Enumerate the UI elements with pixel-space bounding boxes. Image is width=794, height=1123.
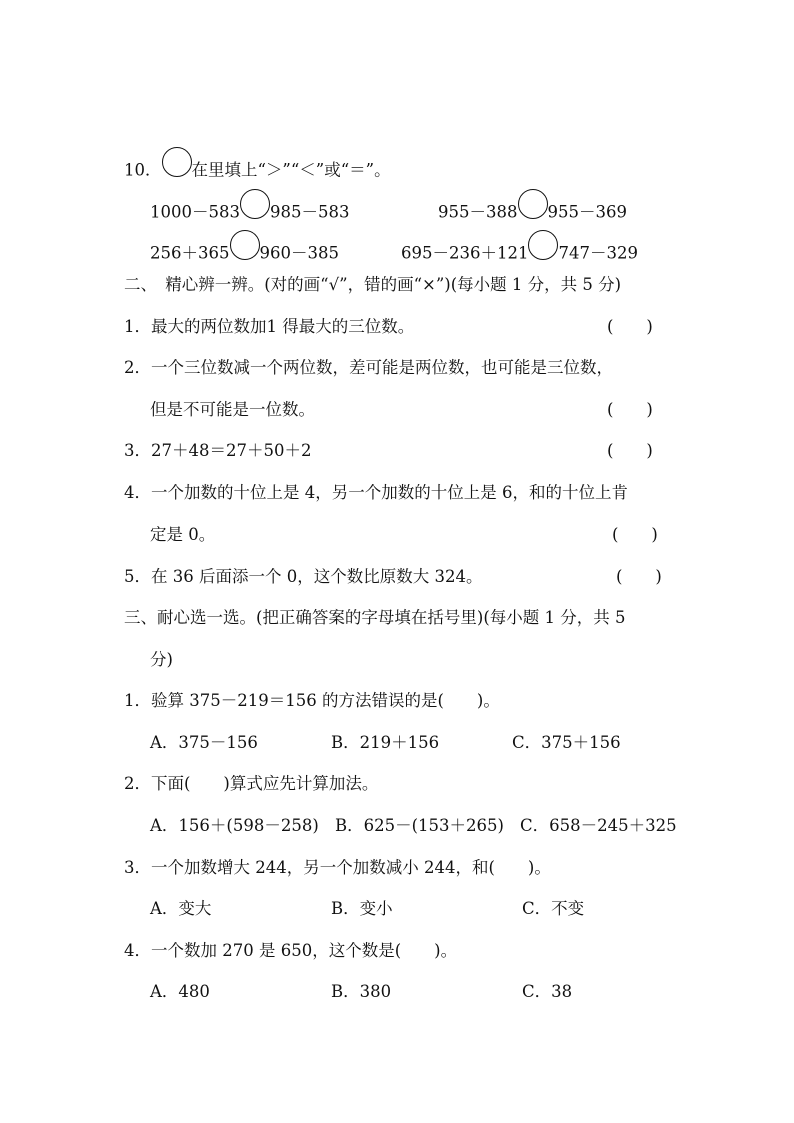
item-number: 1．: [124, 317, 151, 336]
judge-item-4: [124, 482, 628, 504]
answer-paren[interactable]: ( ): [612, 525, 658, 544]
answer-circle[interactable]: [162, 147, 192, 177]
judge-item-1: [124, 316, 414, 338]
item-number: 4．: [124, 483, 151, 502]
choice-question-3: [124, 857, 551, 879]
expression: 955－369: [547, 202, 627, 222]
expression: 960－385: [259, 243, 339, 263]
option-c[interactable]: C．658－245＋325: [520, 816, 677, 835]
answer-paren[interactable]: ( ): [616, 567, 662, 586]
answer-circle[interactable]: [528, 230, 558, 260]
option-a[interactable]: A．480: [150, 982, 210, 1001]
item-number: 2．: [124, 774, 151, 793]
question-text: 一个加数增大 244，另一个加数减小 244，和( )。: [151, 858, 551, 877]
option-a[interactable]: A．变大: [150, 899, 212, 918]
option-b[interactable]: B．219＋156: [331, 733, 440, 752]
option-b[interactable]: B．380: [331, 982, 392, 1001]
item-number: 4．: [124, 941, 151, 960]
item-number: 1．: [124, 691, 151, 710]
judge-item-5: [124, 566, 482, 588]
judge-item-3: [124, 440, 311, 462]
item-text: 一个加数的十位上是 4，另一个加数的十位上是 6，和的十位上肯: [151, 483, 628, 502]
choice-question-4: [124, 940, 457, 962]
section3-heading-cont: 分): [150, 650, 173, 669]
answer-paren[interactable]: ( ): [607, 400, 653, 419]
judge-item-2-cont: 但是不可能是一位数。: [150, 400, 315, 419]
expression: 985－583: [270, 202, 350, 222]
item-text: 最大的两位数加1 得最大的三位数。: [151, 317, 415, 336]
expression: 695－236＋121: [401, 243, 529, 263]
judge-item-2: [124, 357, 613, 379]
item-number: 2．: [124, 358, 151, 377]
item-text: 一个三位数减一个两位数，差可能是两位数，也可能是三位数，: [151, 358, 613, 377]
option-c[interactable]: C．38: [522, 982, 573, 1001]
expression: 955－388: [438, 202, 518, 222]
item-number: 3．: [124, 858, 151, 877]
question-text: 验算 375－219＝156 的方法错误的是( )。: [151, 691, 500, 710]
expression: 747－329: [558, 243, 638, 263]
option-a[interactable]: A．375－156: [150, 733, 258, 752]
item-number: 3．: [124, 441, 151, 460]
q10-row1-left: [150, 198, 350, 228]
expression: 1000－583: [150, 202, 240, 222]
q10-row2-right: [401, 239, 638, 269]
item-number: 5．: [124, 567, 151, 586]
option-b[interactable]: B．625－(153＋265): [335, 816, 504, 835]
q10-instruction: 在里填上“＞”“＜”或“＝”。: [191, 160, 391, 180]
q10-row2-left: [150, 239, 339, 269]
answer-circle[interactable]: [240, 189, 270, 219]
question-text: 下面( )算式应先计算加法。: [151, 774, 379, 793]
answer-circle[interactable]: [518, 189, 548, 219]
option-c[interactable]: C．375＋156: [512, 733, 621, 752]
choice-question-1: [124, 690, 500, 712]
answer-paren[interactable]: ( ): [607, 441, 653, 460]
option-a[interactable]: A．156＋(598－258): [150, 816, 319, 835]
answer-paren[interactable]: ( ): [607, 317, 653, 336]
option-c[interactable]: C．不变: [522, 899, 585, 918]
q10-number: 10．: [124, 160, 162, 180]
expression: 256＋365: [150, 243, 230, 263]
item-text: 在 36 后面添一个 0，这个数比原数大 324。: [151, 567, 483, 586]
item-text: 27＋48＝27＋50＋2: [151, 441, 312, 460]
choice-question-2: [124, 773, 378, 795]
q10-instruction-line: [124, 156, 391, 186]
q10-row1-right: [438, 198, 627, 228]
section3-heading: 三、耐心选一选。(把正确答案的字母填在括号里)(每小题 1 分，共 5: [124, 608, 626, 627]
answer-circle[interactable]: [230, 230, 260, 260]
option-b[interactable]: B．变小: [331, 899, 393, 918]
judge-item-4-cont: 定是 0。: [150, 525, 216, 544]
section2-heading: 二、 精心辨一辨。(对的画“√”，错的画“×”)(每小题 1 分，共 5 分): [124, 275, 622, 294]
question-text: 一个数加 270 是 650，这个数是( )。: [151, 941, 458, 960]
